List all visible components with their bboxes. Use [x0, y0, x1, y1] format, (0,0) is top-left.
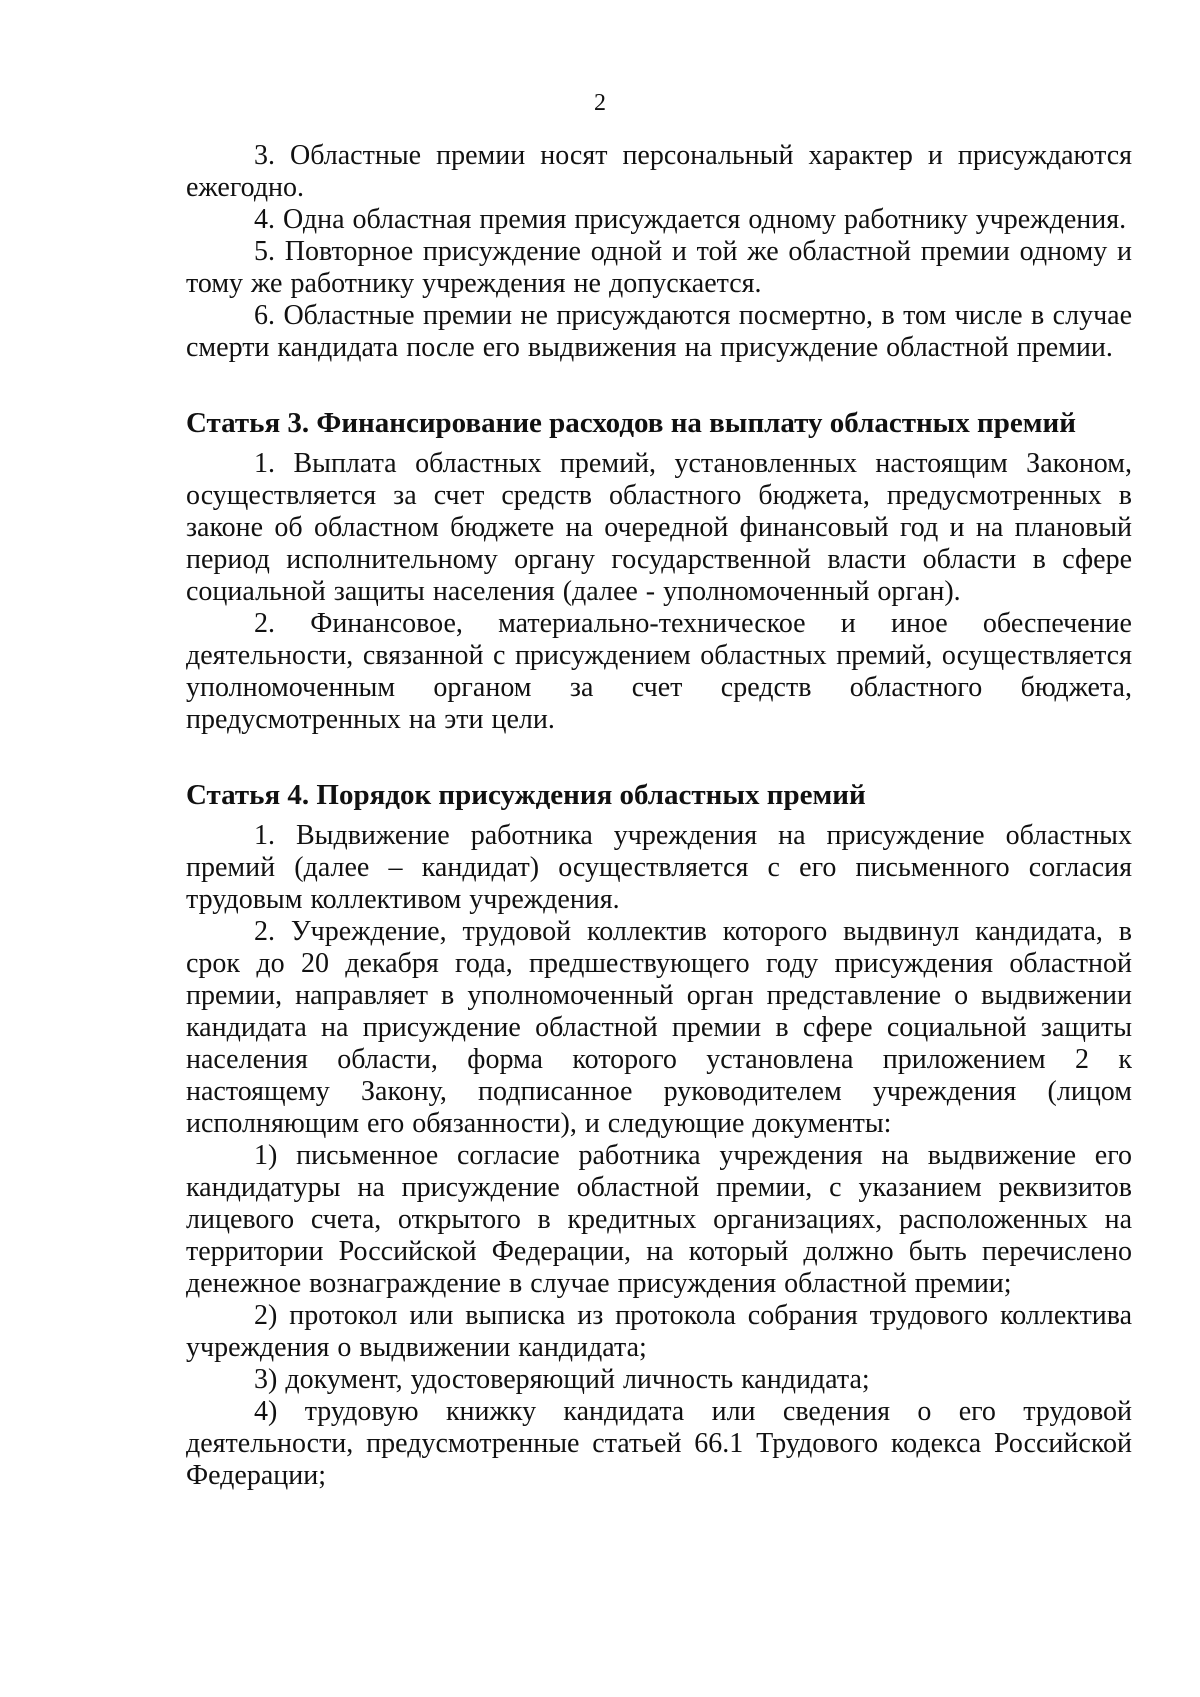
top-items-section	[186, 140, 1132, 364]
article-4-item-1: 1. Выдвижение работника учреждения на присуждение областных премий (далее – кандидат) осуществляется с его письменного согласия трудовым коллективом учреждения.	[186, 820, 1132, 915]
article-4-subitem-2: 2) протокол или выписка из протокола собрания трудового коллектива учреждения о выдвижении кандидата;	[186, 1300, 1132, 1363]
article-4-subitem-4: 4) трудовую книжку кандидата или сведения о его трудовой деятельности, предусмотренные статьей 66.1 Трудового кодекса Российской Федерации;	[186, 1396, 1132, 1491]
article-3-section	[186, 406, 1132, 736]
article-3-title: Статья 3. Финансирование расходов на выплату областных премий	[186, 407, 1076, 439]
article-4-item-2: 2. Учреждение, трудовой коллектив которого выдвинул кандидата, в срок до 20 декабря года, предшествующего году присуждения областной премии, направляет в уполномоченный орган представление о выдвижении кандидата на присуждение областной премии в сфере социальной защиты населения области, форма которого установлена приложением 2 к настоящему Закону, подписанное руководителем учреждения (лицом исполняющим его обязанности), и следующие документы:	[186, 916, 1132, 1139]
article-3-item-2: 2. Финансовое, материально-техническое и иное обеспечение деятельности, связанной с присуждением областных премий, осуществляется уполномоченным органом за счет средств областного бюджета, предусмотренных на эти цели.	[186, 608, 1132, 735]
article-4-title: Статья 4. Порядок присуждения областных премий	[186, 779, 866, 811]
article-3-item-1: 1. Выплата областных премий, установленных настоящим Законом, осуществляется за счет средств областного бюджета, предусмотренных в законе об областном бюджете на очередной финансовый год и на плановый период исполнительному органу государственной власти области в сфере социальной защиты населения (далее - уполномоченный орган).	[186, 448, 1132, 607]
paragraph-item-4: 4. Одна областная премия присуждается одному работнику учреждения.	[254, 204, 1127, 235]
article-4-subitem-3: 3) документ, удостоверяющий личность кандидата;	[254, 1364, 870, 1395]
article-4-subitem-1: 1) письменное согласие работника учреждения на выдвижение его кандидатуры на присуждение областной премии, с указанием реквизитов лицевого счета, открытого в кредитных организациях, расположенных на территории Российской Федерации, на который должно быть перечислено денежное вознаграждение в случае присуждения областной премии;	[186, 1140, 1132, 1299]
paragraph-item-6: 6. Областные премии не присуждаются посмертно, в том числе в случае смерти кандидата после его выдвижения на присуждение областной премии.	[186, 300, 1132, 363]
article-4-section	[186, 778, 1132, 1492]
paragraph-item-3: 3. Областные премии носят персональный характер и присуждаются ежегодно.	[186, 140, 1132, 203]
document-body	[186, 140, 1132, 1492]
paragraph-item-5: 5. Повторное присуждение одной и той же областной премии одному и тому же работнику учреждения не допускается.	[186, 236, 1132, 299]
page-number: 2	[594, 90, 606, 116]
